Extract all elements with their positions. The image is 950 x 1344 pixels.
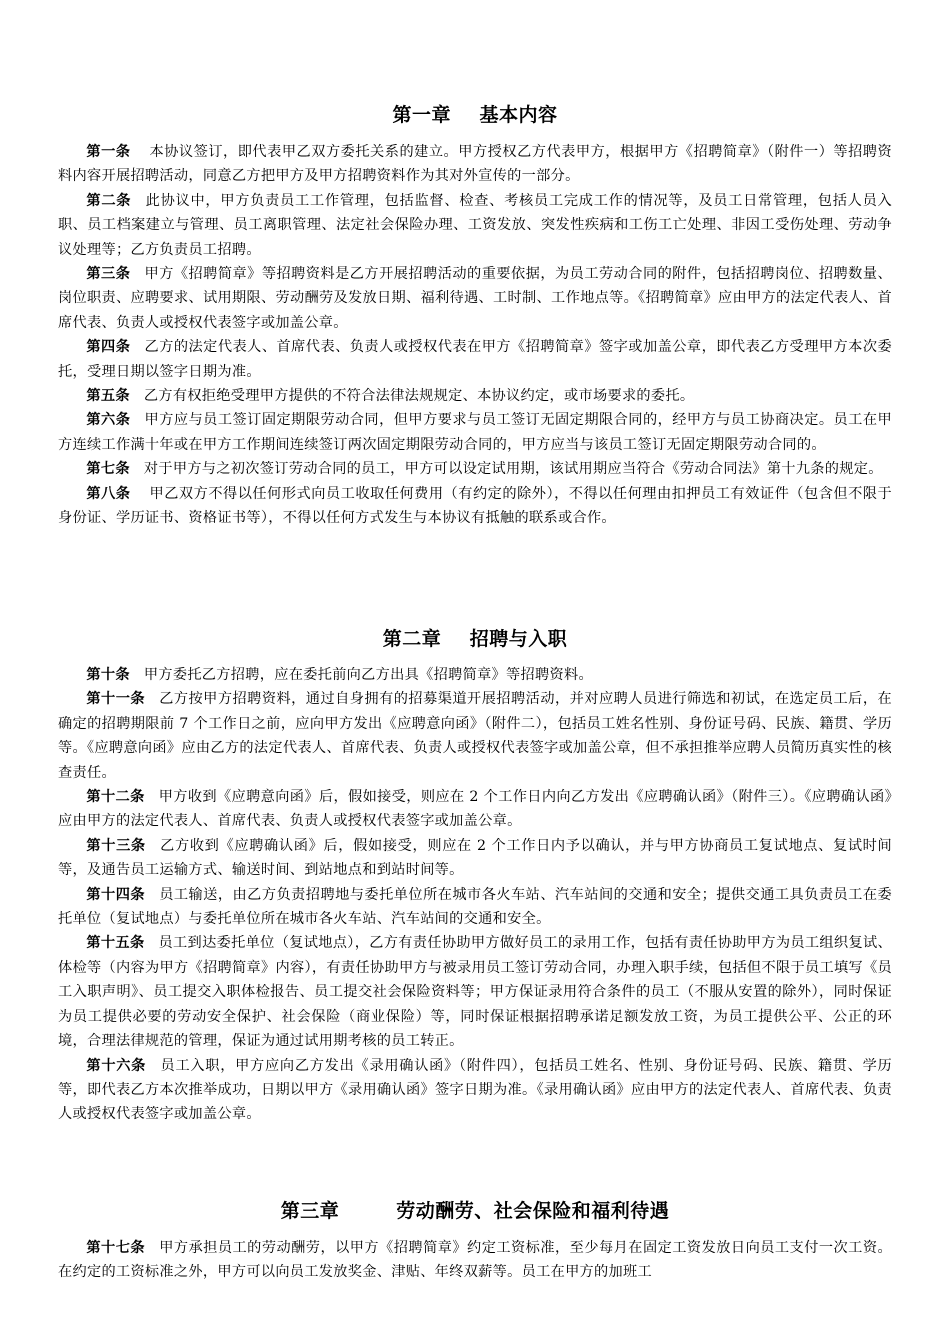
article-number: 第一条	[86, 144, 131, 160]
article-text: 员工输送，由乙方负责招聘地与委托单位所在城市各火车站、汽车站间的交通和安全；提供交通工具负责员工在委托单位（复试地点）与委托单位所在城市各火车站、汽车站间的交通和安全。	[58, 886, 892, 928]
article-10	[58, 663, 892, 687]
article-number: 第四条	[86, 339, 131, 356]
article-number: 第二条	[86, 192, 132, 209]
article-text: 甲方《招聘简章》等招聘资料是乙方开展招聘活动的重要依据，为员工劳动合同的附件，包括招聘岗位、招聘数量、岗位职责、应聘要求、试用期限、劳动酬劳及发放日期、福利待遇、工时制、工作地点等。《招聘简章》应由甲方的法定代表人、首席代表、负责人或授权代表签字或加盖公章。	[58, 266, 892, 331]
article-text: 甲乙双方不得以任何形式向员工收取任何费用（有约定的除外），不得以任何理由扣押员工有效证件（包含但不限于身份证、学历证书、资格证书等），不得以任何方式发生与本协议有抵触的联系或合作。	[58, 485, 892, 527]
article-1	[58, 140, 892, 189]
chapter-2-articles	[58, 663, 892, 1127]
article-8	[58, 482, 892, 531]
article-7	[58, 457, 892, 481]
article-text: 甲方应与员工签订固定期限劳动合同，但甲方要求与员工签订无固定期限合同的，经甲方与员工协商决定。员工在甲方连续工作满十年或在甲方工作期间连续签订两次固定期限劳动合同的，甲方应当与该员工签订无固定期限劳动合同的。	[58, 412, 892, 453]
article-number: 第三条	[86, 266, 131, 283]
article-number: 第七条	[86, 461, 130, 478]
chapter-1-articles	[58, 140, 892, 531]
article-text: 乙方收到《应聘确认函》后，假如接受，则应在 2 个工作日内予以确认，并与甲方协商员工复试地点、复试时间等，及通告员工运输方式、输送时间、到站地点和到站时间等。	[58, 837, 892, 879]
article-number: 第十六条	[86, 1057, 147, 1074]
article-text: 员工入职，甲方应向乙方发出《录用确认函》（附件四），包括员工姓名、性别、身份证号码、民族、籍贯、学历等，即代表乙方本次推举成功，日期以甲方《录用确认函》签字日期为准。《录用确认函》应由甲方的法定代表人、首席代表、负责人或授权代表签字或加盖公章。	[58, 1057, 893, 1123]
article-number: 第十五条	[86, 935, 145, 952]
article-13	[58, 834, 892, 883]
article-14	[58, 883, 892, 932]
article-text: 乙方按甲方招聘资料，通过自身拥有的招募渠道开展招聘活动，并对应聘人员进行筛选和初试，在选定员工后，在确定的招聘期限前 7 个工作日之前，应向甲方发出《应聘意向函》（附件二），包括员工姓名性别、身份证号码、民族、籍贯、学历等。《应聘意向函》应由乙方的法定代表人、首席代表、负责人或授权代表签字或加盖公章，但不承担推举应聘人员简历真实性的核查责任。	[58, 691, 892, 781]
chapter-3-articles	[58, 1236, 892, 1285]
article-6	[58, 408, 892, 457]
article-text: 甲方承担员工的劳动酬劳，以甲方《招聘简章》约定工资标准，至少每月在固定工资发放日向员工支付一次工资。在约定的工资标准之外，甲方可以向员工发放奖金、津贴、年终双薪等。员工在甲方的加班工	[58, 1240, 892, 1281]
article-2	[58, 189, 892, 262]
article-text: 乙方有权拒绝受理甲方提供的不符合法律法规规定、本协议约定，或市场要求的委托。	[143, 388, 695, 405]
article-number: 第十四条	[86, 886, 146, 903]
chapter-1-title: 第一章 基本内容	[392, 104, 558, 126]
article-text: 对于甲方与之初次签订劳动合同的员工，甲方可以设定试用期，该试用期应当符合《劳动合同法》第十九条的规定。	[143, 461, 883, 478]
article-text: 本协议签订，即代表甲乙双方委托关系的建立。甲方授权乙方代表甲方，根据甲方《招聘简章》（附件一）等招聘资料内容开展招聘活动，同意乙方把甲方及甲方招聘资料作为其对外宣传的一部分。	[58, 144, 892, 185]
article-number: 第十三条	[86, 837, 146, 854]
article-15	[58, 931, 892, 1053]
article-number: 第十一条	[86, 691, 146, 708]
article-4	[58, 335, 892, 384]
article-number: 第十条	[86, 667, 130, 683]
chapter-3-title: 第三章 劳动酬劳、社会保险和福利待遇	[280, 1200, 670, 1222]
article-17	[58, 1236, 892, 1285]
article-12	[58, 785, 892, 834]
article-11	[58, 687, 892, 785]
article-5	[58, 384, 892, 408]
article-number: 第六条	[86, 412, 131, 429]
article-number: 第八条	[86, 485, 131, 502]
article-text: 甲方委托乙方招聘，应在委托前向乙方出具《招聘简章》等招聘资料。	[143, 667, 593, 683]
chapter-2-title: 第二章 招聘与入职	[382, 628, 568, 650]
article-number: 第十二条	[86, 789, 145, 806]
article-number: 第五条	[86, 388, 130, 405]
article-text: 此协议中，甲方负责员工工作管理，包括监督、检查、考核员工完成工作的情况等，及员工日常管理，包括人员入职、员工档案建立与管理、员工离职管理、法定社会保险办理、工资发放、突发性疾病和工伤工亡处理、非因工受伤处理、劳动争议处理等；乙方负责员工招聘。	[58, 192, 892, 258]
article-text: 乙方的法定代表人、首席代表、负责人或授权代表在甲方《招聘简章》签字或加盖公章，即代表乙方受理甲方本次委托，受理日期以签字日期为准。	[58, 339, 892, 380]
article-3	[58, 262, 892, 335]
article-number: 第十七条	[86, 1240, 146, 1256]
article-text: 甲方收到《应聘意向函》后，假如接受，则应在 2 个工作日内向乙方发出《应聘确认函》（附件三）。《应聘确认函》应由甲方的法定代表人、首席代表、负责人或授权代表签字或加盖公章。	[58, 789, 892, 830]
article-text: 员工到达委托单位（复试地点），乙方有责任协助甲方做好员工的录用工作，包括有责任协助甲方为员工组织复试、体检等（内容为甲方《招聘简章》内容），有责任协助甲方与被录用员工签订劳动合同，办理入职手续，包括但不限于员工填写《员工入职声明》、员工提交入职体检报告、员工提交社会保险资料等；甲方保证录用符合条件的员工（不服从安置的除外），同时保证为员工提供必要的劳动安全保护、社会保险（商业保险）等，同时保证根据招聘承诺足额发放工资，为员工提供公平、公正的环境，合理法律规范的管理，保证为通过试用期考核的员工转正。	[58, 935, 892, 1050]
article-16	[58, 1054, 892, 1127]
